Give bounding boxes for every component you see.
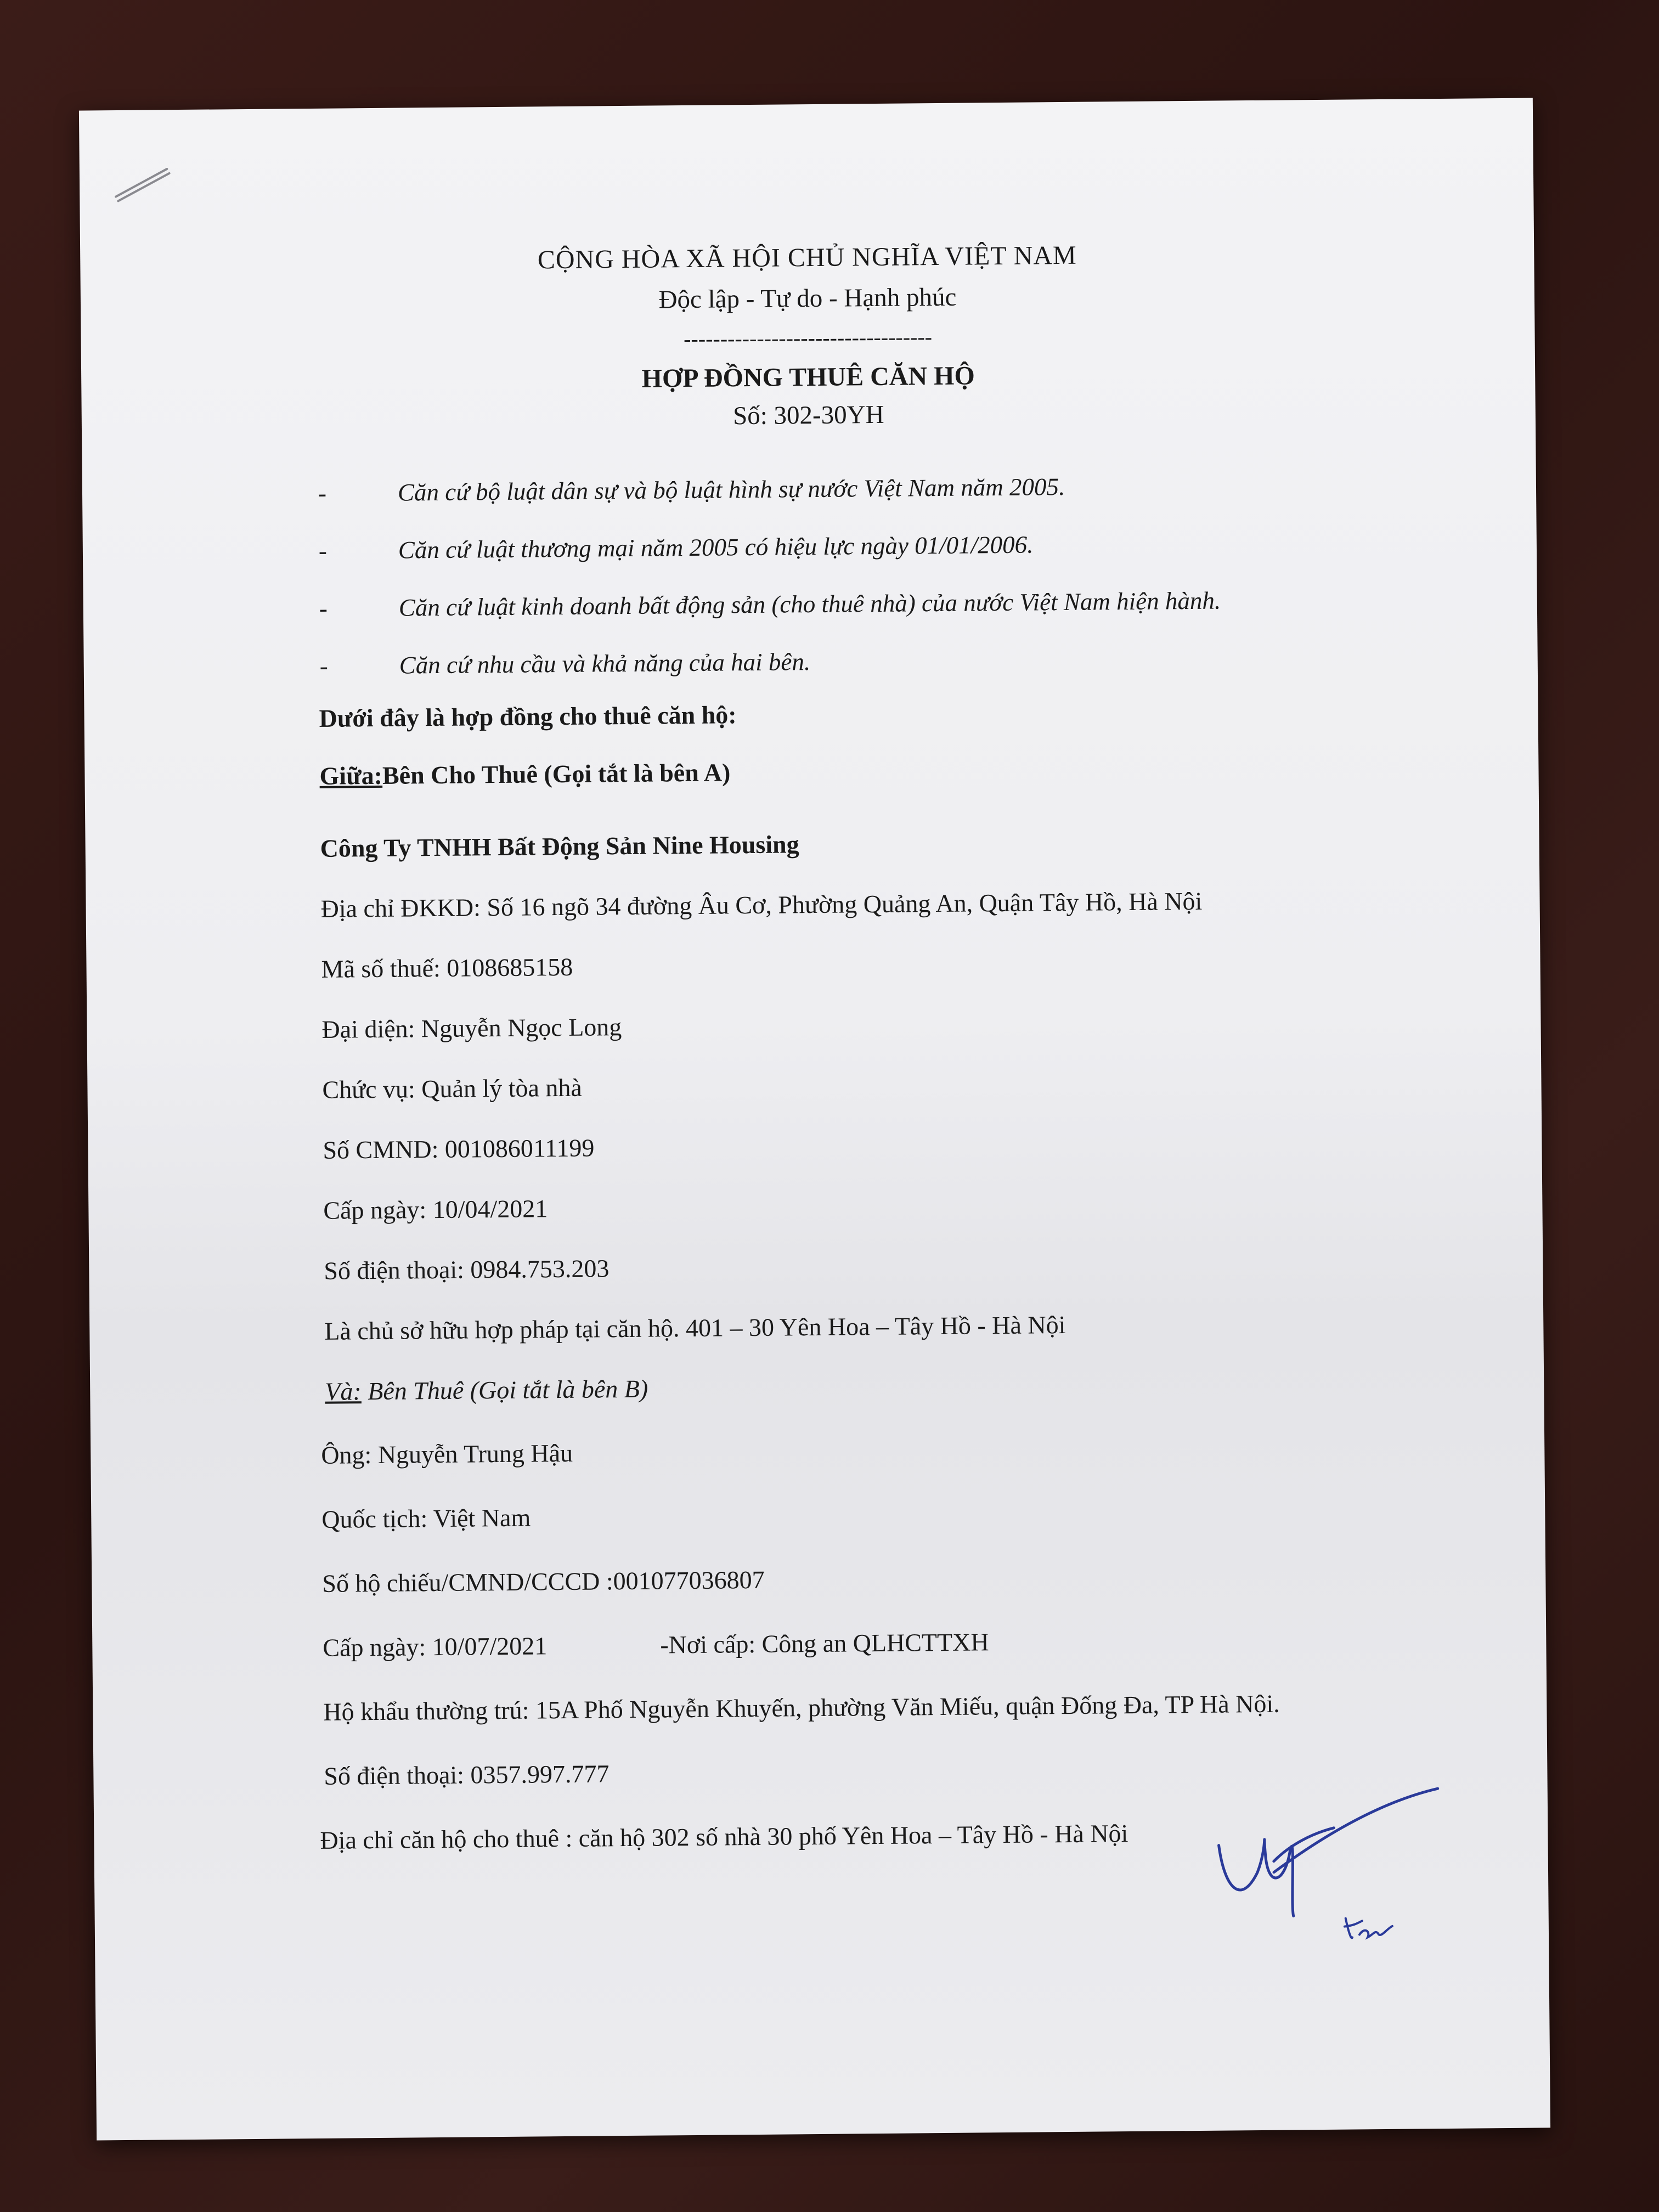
party-b-nationality: Quốc tịch: Việt Nam: [321, 1503, 531, 1533]
party-b-heading: [325, 1374, 648, 1406]
position: Chức vụ: Quản lý tòa nhà: [322, 1073, 583, 1104]
party-b-phone: Số điện thoại: 0357.997.777: [324, 1759, 610, 1790]
party-b-issue-date: Cấp ngày: 10/07/2021: [323, 1632, 548, 1662]
party-b-id: Số hộ chiếu/CMND/CCCD :001077036807: [322, 1565, 765, 1598]
intro-text: Dưới đây là hợp đồng cho thuê căn hộ:: [319, 701, 737, 732]
party-b-residence: Hộ khẩu thường trú: 15A Phố Nguyễn Khuyến, phường Văn Miếu, quận Đống Đa, TP Hà Nội.: [323, 1689, 1280, 1726]
basis-item: - Căn cứ nhu cầu và khả năng của hai bên.: [319, 648, 811, 680]
rental-address: Địa chỉ căn hộ cho thuê : căn hộ 302 số nhà 30 phố Yên Hoa – Tây Hồ - Hà Nội: [320, 1819, 1128, 1854]
party-a-issue-date: Cấp ngày: 10/04/2021: [323, 1194, 548, 1224]
bullet-dash: -: [318, 479, 327, 507]
signature-b: [1340, 1909, 1418, 1948]
tax-code: Mã số thuế: 0108685158: [321, 952, 573, 983]
header-divider: ----------------------------------: [683, 324, 933, 352]
country-heading: CỘNG HÒA XÃ HỘI CHỦ NGHĨA VIỆT NAM: [537, 240, 1077, 275]
basis-item: - Căn cứ luật kinh doanh bất động sản (cho thuê nhà) của nước Việt Nam hiện hành.: [319, 586, 1221, 622]
party-a-role: Bên Cho Thuê (Gọi tắt là bên A): [382, 758, 731, 789]
party-b-name: Ông: Nguyễn Trung Hậu: [321, 1438, 573, 1469]
company-name: Công Ty TNHH Bất Động Sản Nine Housing: [320, 830, 799, 862]
party-b-role: Bên Thuê (Gọi tắt là bên B): [361, 1374, 648, 1406]
party-a-phone: Số điện thoại: 0984.753.203: [324, 1254, 610, 1285]
staple-mark: [114, 167, 171, 203]
company-address: Địa chỉ ĐKKD: Số 16 ngõ 34 đường Âu Cơ, Phường Quảng An, Quận Tây Hồ, Hà Nội: [320, 887, 1203, 923]
motto: Độc lập - Tự do - Hạnh phúc: [658, 283, 957, 314]
signature-a: [1207, 1778, 1450, 1928]
representative: Đại diện: Nguyễn Ngọc Long: [321, 1013, 622, 1043]
contract-title: HỢP ĐỒNG THUÊ CĂN HỘ: [641, 361, 975, 393]
party-a-heading: [319, 758, 730, 791]
bullet-dash: -: [319, 652, 328, 680]
and-label: Và:: [325, 1377, 362, 1406]
contract-number: Số: 302-30YH: [732, 400, 884, 431]
bullet-dash: -: [319, 594, 328, 622]
contract-page: [79, 98, 1550, 2141]
party-a-id: Số CMND: 001086011199: [323, 1133, 595, 1164]
between-label: Giữa:: [319, 761, 383, 790]
basis-item: - Căn cứ luật thương mại năm 2005 có hiệu lực ngày 01/01/2006.: [318, 531, 1034, 565]
bullet-dash: -: [318, 537, 328, 565]
basis-item: - Căn cứ bộ luật dân sự và bộ luật hình sự nước Việt Nam năm 2005.: [318, 472, 1065, 507]
party-b-issue-place: -Nơi cấp: Công an QLHCTTXH: [660, 1628, 989, 1659]
ownership: Là chủ sở hữu hợp pháp tại căn hộ. 401 – 30 Yên Hoa – Tây Hồ - Hà Nội: [324, 1311, 1066, 1345]
